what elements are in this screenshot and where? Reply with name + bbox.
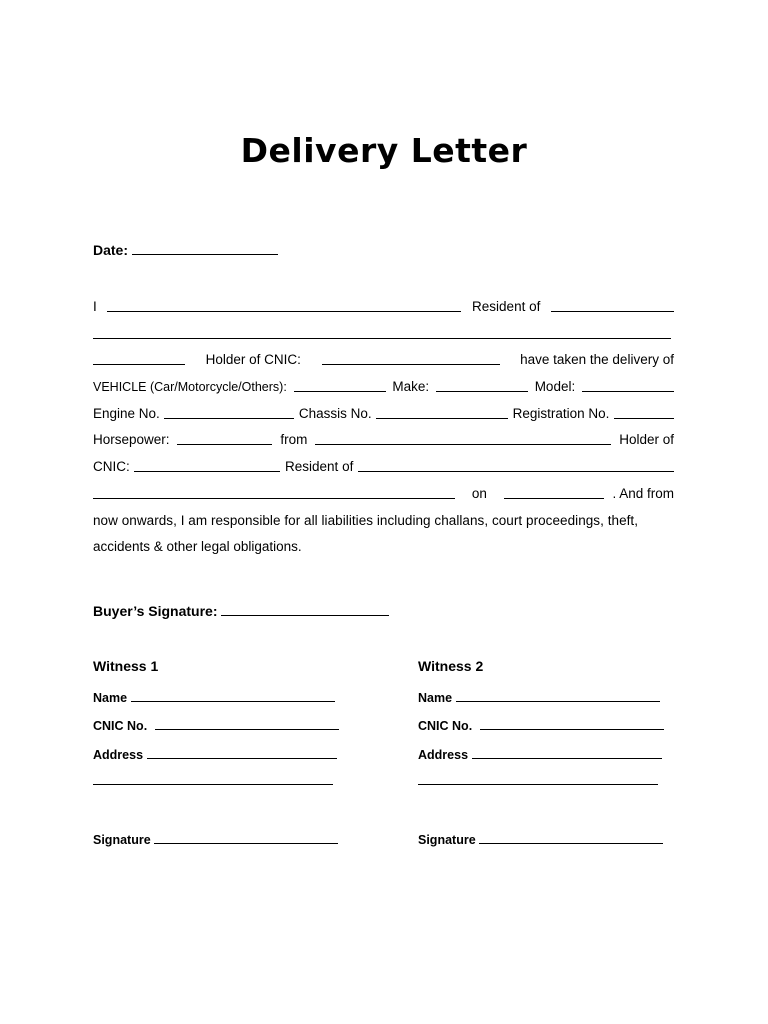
label-holder-of: Holder of	[619, 432, 674, 447]
body-line-3	[93, 351, 674, 369]
label-make: Make:	[392, 379, 430, 394]
witness-2-block	[418, 658, 678, 847]
name-field[interactable]	[107, 298, 461, 312]
vehicle-type-field[interactable]	[294, 378, 386, 392]
cnic-field[interactable]	[322, 351, 500, 365]
label-resident-of-2: Resident of	[285, 459, 354, 474]
witness-1-block	[93, 658, 353, 847]
seller-resident-field[interactable]	[358, 458, 674, 472]
body-line-4	[93, 378, 674, 396]
witness-1-signature-field[interactable]	[154, 830, 338, 844]
witness-2-name-label: Name	[418, 691, 453, 705]
date-field[interactable]	[132, 241, 278, 255]
witness-1-address-label: Address	[93, 748, 144, 762]
label-vehicle: VEHICLE (Car/Motorcycle/Others):	[93, 380, 287, 394]
witness-2-address-field[interactable]	[472, 745, 662, 759]
label-on: on	[471, 486, 487, 501]
address-end-field[interactable]	[93, 351, 185, 365]
witness-2-address-field-2[interactable]	[418, 771, 658, 785]
witness-1-signature-row	[93, 830, 338, 847]
label-model: Model:	[534, 379, 576, 394]
resident-field[interactable]	[551, 298, 674, 312]
label-registration-no: Registration No.	[512, 406, 610, 421]
model-field[interactable]	[582, 378, 674, 392]
body-line-9: now onwards, I am responsible for all liabilities including challans, court proceedings, theft,	[93, 513, 639, 528]
label-horsepower: Horsepower:	[93, 432, 170, 447]
address-field[interactable]	[93, 325, 671, 339]
engine-field[interactable]	[164, 405, 294, 419]
body-line-6	[93, 431, 674, 449]
body-line-7	[93, 458, 674, 476]
page-title: Delivery Letter	[240, 131, 528, 170]
witness-2-address-row-2	[418, 771, 658, 788]
witness-2-name-field[interactable]	[456, 688, 660, 702]
body-line-8	[93, 485, 674, 503]
witness-2-signature-field[interactable]	[479, 830, 663, 844]
witness-1-address-field-2[interactable]	[93, 771, 333, 785]
buyer-signature-label: Buyer’s Signature:	[93, 603, 218, 619]
horsepower-field[interactable]	[177, 431, 272, 445]
witness-1-address-row-2	[93, 771, 333, 788]
buyer-signature-row	[93, 602, 389, 619]
body-line-2	[93, 325, 674, 344]
witness-1-cnic-row	[93, 716, 339, 733]
label-from: from	[280, 432, 308, 447]
label-chassis-no: Chassis No.	[298, 406, 372, 421]
witness-1-heading: Witness 1	[93, 658, 159, 674]
label-cnic: CNIC:	[93, 459, 130, 474]
seller-name-field[interactable]	[315, 431, 611, 445]
chassis-field[interactable]	[376, 405, 508, 419]
witness-1-address-row	[93, 745, 337, 762]
witness-2-heading: Witness 2	[418, 658, 484, 674]
body-line-10: accidents & other legal obligations.	[93, 539, 302, 554]
witness-1-address-field[interactable]	[147, 745, 337, 759]
registration-field[interactable]	[614, 405, 674, 419]
witness-1-cnic-label: CNIC No.	[93, 719, 148, 733]
label-i: I	[93, 299, 97, 314]
witness-2-cnic-label: CNIC No.	[418, 719, 473, 733]
date-row	[93, 241, 278, 258]
witness-2-name-row	[418, 688, 660, 705]
witness-1-cnic-field[interactable]	[155, 716, 339, 730]
witness-1-signature-label: Signature	[93, 833, 151, 847]
body-line-5	[93, 405, 674, 423]
make-field[interactable]	[436, 378, 528, 392]
label-and-from: . And from	[612, 486, 674, 501]
witness-2-address-row	[418, 745, 662, 762]
label-taken-delivery: have taken the delivery of	[520, 352, 674, 367]
seller-cnic-field[interactable]	[134, 458, 280, 472]
seller-address-field[interactable]	[93, 485, 455, 499]
witness-2-cnic-field[interactable]	[480, 716, 664, 730]
witness-1-name-row	[93, 688, 335, 705]
date-label: Date:	[93, 242, 129, 258]
body-line-1	[93, 298, 674, 316]
witness-1-name-label: Name	[93, 691, 128, 705]
witness-2-cnic-row	[418, 716, 664, 733]
label-engine-no: Engine No.	[93, 406, 160, 421]
witness-1-name-field[interactable]	[131, 688, 335, 702]
witness-2-signature-label: Signature	[418, 833, 476, 847]
label-resident-of: Resident of	[472, 299, 541, 314]
buyer-signature-field[interactable]	[221, 602, 389, 616]
witness-2-address-label: Address	[418, 748, 469, 762]
label-holder-cnic: Holder of CNIC:	[205, 352, 301, 367]
witness-2-signature-row	[418, 830, 663, 847]
delivery-date-field[interactable]	[504, 485, 604, 499]
